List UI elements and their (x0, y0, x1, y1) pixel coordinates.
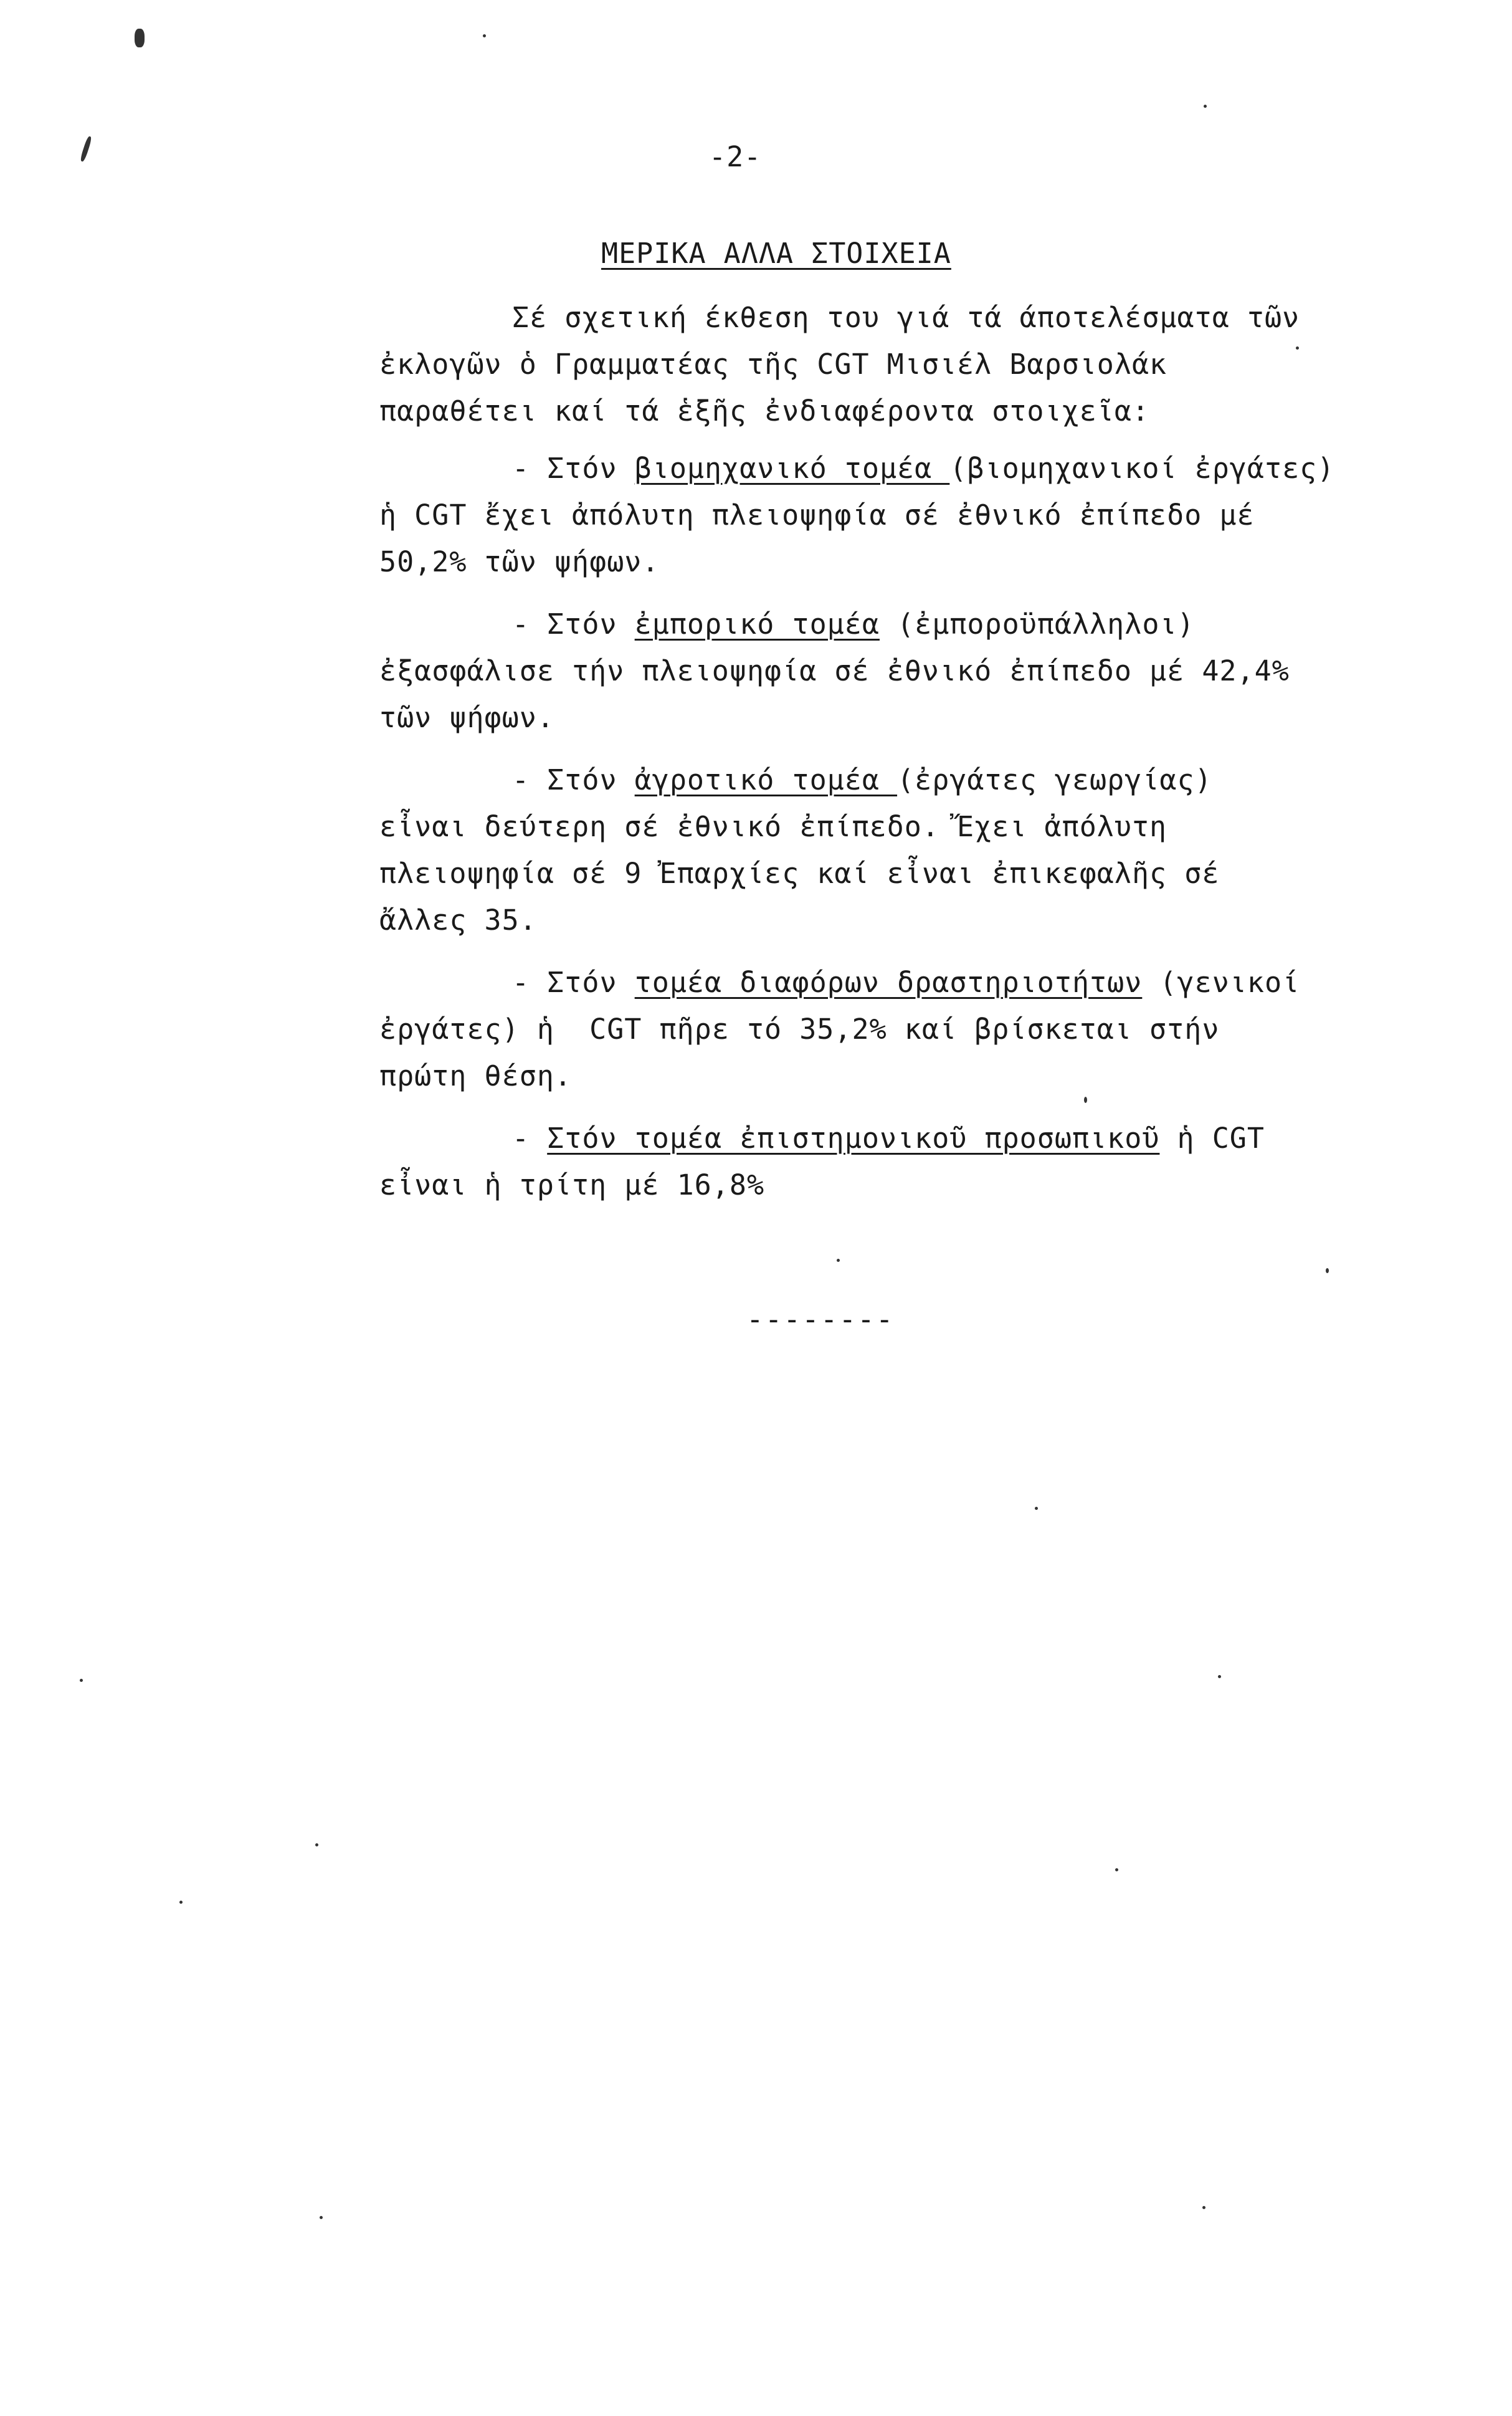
scan-speck (837, 1259, 840, 1262)
underlined-term: Στόν τομέα ἐπιστημονικοῦ προσωπικοῦ (547, 1122, 1160, 1155)
paragraph-line: ἄλλες 35. (379, 904, 537, 937)
intro-line: παραθέτει καί τά ἑξῆς ἐνδιαφέροντα στοιχεῖα: (379, 394, 1150, 427)
page-heading: ΜΕΡΙΚΑ ΑΛΛΑ ΣΤΟΙΧΕΙΑ (601, 237, 951, 270)
scan-speck (1035, 1507, 1038, 1510)
paragraph-line: τῶν ψήφων. (379, 701, 554, 734)
scan-speck (320, 2216, 323, 2219)
scan-speck (1084, 1097, 1087, 1103)
underlined-term: ἐμπορικό τομέα (634, 608, 880, 641)
paragraph-line: εἶναι δεύτερη σέ ἐθνικό ἐπίπεδο. Ἔχει ἀπόλυτη (379, 810, 1167, 843)
paragraph-line: ἐργάτες) ἡ CGT πῆρε τό 35,2% καί βρίσκεται στήν (379, 1013, 1220, 1046)
paragraph-commercial-line-1: - Στόν ἐμπορικό τομέα (ἐμποροϋπάλληλοι) (512, 608, 1195, 641)
paragraph-agricultural-line-1: - Στόν ἀγροτικό τομέα (ἐργάτες γεωργίας) (512, 763, 1212, 796)
scan-speck (1115, 1868, 1118, 1871)
scan-speck (1326, 1268, 1329, 1273)
paragraph-line: εἶναι ἡ τρίτη μέ 16,8% (379, 1168, 765, 1201)
closing-rule: -------- (746, 1302, 895, 1336)
intro-line: Σέ σχετική έκθεση του γιά τά άποτελέσματα τῶν (512, 301, 1300, 334)
underlined-term: βιομηχανικό τομέα (634, 452, 950, 485)
scan-speck (1202, 2206, 1205, 2209)
scan-speck (315, 1843, 318, 1846)
paragraph-line: ἡ CGT ἔχει ἀπόλυτη πλειοψηφία σέ ἐθνικό ἐπίπεδο μέ (379, 499, 1255, 532)
scan-mark (135, 29, 145, 47)
scan-mark (80, 136, 93, 162)
paragraph-various-line-1: - Στόν τομέα διαφόρων δραστηριοτήτων (γενικοί (512, 966, 1300, 999)
intro-line: ἐκλογῶν ὁ Γραμματέας τῆς CGT Μισιέλ Βαρσιολάκ (379, 348, 1167, 381)
underlined-term: ἀγροτικό τομέα (634, 763, 898, 796)
paragraph-scientific-line-1: - Στόν τομέα ἐπιστημονικοῦ προσωπικοῦ ἡ CGT (512, 1122, 1265, 1155)
paragraph-line: ἐξασφάλισε τήν πλειοψηφία σέ ἐθνικό ἐπίπεδο μέ 42,4% (379, 654, 1290, 687)
scan-speck (483, 34, 486, 37)
underlined-term: τομέα διαφόρων δραστηριοτήτων (634, 966, 1143, 999)
paragraph-line: 50,2% τῶν ψήφων. (379, 545, 660, 578)
scan-speck (1296, 346, 1299, 350)
paragraph-line: πρώτη θέση. (379, 1059, 573, 1092)
scan-speck (80, 1679, 83, 1682)
scan-speck (179, 1901, 183, 1904)
scan-speck (1204, 105, 1207, 108)
paragraph-industrial-line-1: - Στόν βιομηχανικό τομέα (βιομηχανικοί ἐργάτες) (512, 452, 1335, 485)
page-number: -2- (709, 140, 762, 173)
paragraph-line: πλειοψηφία σέ 9 Ἐπαρχίες καί εἶναι ἐπικεφαλῆς σέ (379, 857, 1220, 890)
scan-speck (1218, 1675, 1221, 1678)
